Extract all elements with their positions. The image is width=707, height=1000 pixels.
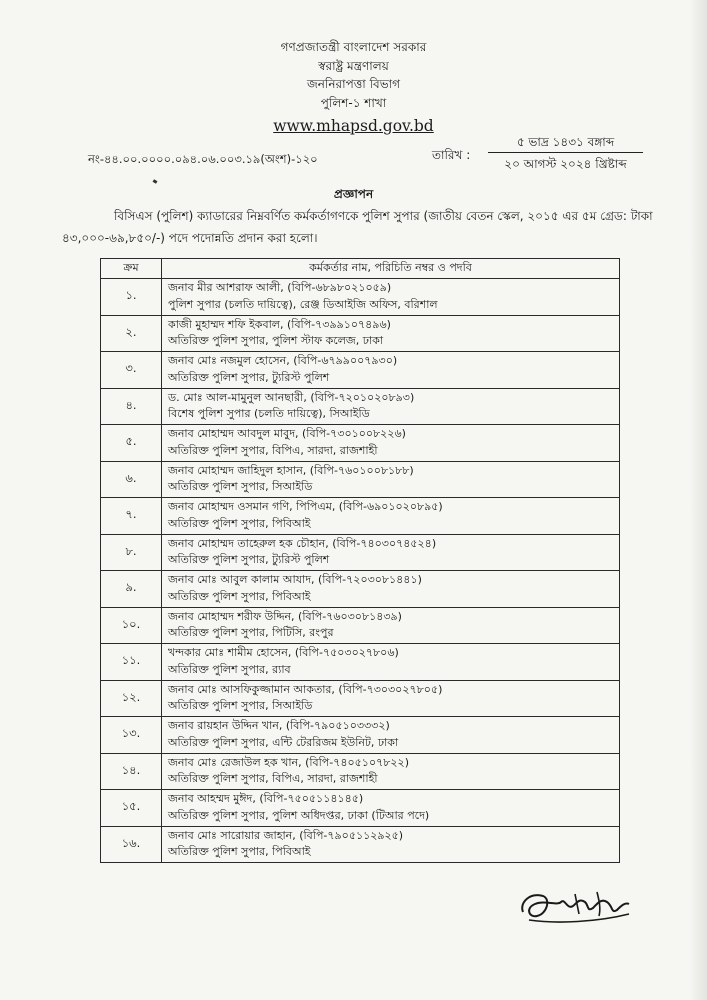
signature-image <box>517 884 633 928</box>
officer-post: অতিরিক্ত পুলিশ সুপার, র‍্যাব <box>168 662 291 676</box>
serial-header: ক্রম <box>101 259 162 279</box>
officer-name: জনাব মোহাম্মদ ওসমান গণি, পিপিএম, (বিপি-৬৯০১০২০৮৯৫) <box>168 500 443 513</box>
officer-info <box>162 753 620 790</box>
officer-post: অতিরিক্ত পুলিশ সুপার, পিটিসি, রংপুর <box>168 626 334 639</box>
notice-body: বিসিএস (পুলিশ) ক্যাডারের নিম্নবর্ণিত কর্মকর্তাগণকে পুলিশ সুপার (জাতীয় বেতন স্কেল, ২০১৫ এর ৫ম গ্রেড: টাকা ৪৩,০০০-৬৯,৮৫০/-) পদে পদোন্নতি প্রদান করা হলো। <box>62 209 653 245</box>
officer-post: অতিরিক্ত পুলিশ সুপার, পুলিশ স্টাফ কলেজ, ঢাকা <box>168 334 384 347</box>
officer-name: জনাব রায়হান উদ্দিন খান, (বিপি-৭৯০৫১০৩৩৩২) <box>168 719 390 732</box>
officer-info <box>162 790 620 827</box>
officer-name: জনাব আহম্মদ মুঈদ, (বিপি-৭৫০৫১১৪১৪৫) <box>168 792 364 805</box>
officer-name: কাজী মুহাম্মদ শফি ইকবাল, (বিপি-৭৩৯৯১০৭৪৯৬) <box>168 317 391 331</box>
section-line: পুলিশ-১ শাখা <box>320 95 387 110</box>
date-bangla: ৫ ভাদ্র ১৪৩১ বঙ্গাব্দ <box>488 134 643 153</box>
officer-info <box>162 571 620 608</box>
officer-info <box>162 644 620 681</box>
table-row <box>101 388 620 425</box>
officer-info <box>162 607 620 644</box>
serial-number: ১২. <box>101 680 162 717</box>
promotion-table <box>100 258 620 863</box>
table-row <box>101 753 620 790</box>
government-line: গণপ্রজাতন্ত্রী বাংলাদেশ সরকার <box>280 40 427 54</box>
officer-post: অতিরিক্ত পুলিশ সুপার, পিবিআই <box>168 845 311 858</box>
division-line: জননিরাপত্তা বিভাগ <box>307 77 400 91</box>
serial-number: ১৬. <box>101 826 162 863</box>
officer-post: অতিরিক্ত পুলিশ সুপার, বিপিএ, সারদা, রাজশাহী <box>168 443 378 457</box>
officer-post: অতিরিক্ত পুলিশ সুপার, ট্যুরিস্ট পুলিশ <box>168 370 330 384</box>
officer-name: জনাব মোঃ রেজাউল হক খান, (বিপি-৭৪০৫১০৭৮২২) <box>168 755 409 769</box>
serial-number: ৯. <box>101 571 162 608</box>
serial-number: ৮. <box>101 534 162 571</box>
officer-name: জনাব মোঃ সারোয়ার জাহান, (বিপি-৭৯০৫১১২৯২৫) <box>168 828 404 842</box>
serial-number: ১. <box>101 279 162 316</box>
serial-number: ২. <box>101 315 162 352</box>
stray-mark <box>153 179 158 184</box>
officer-name: জনাব মোহাম্মদ শরীফ উদ্দিন, (বিপি-৭৬০৩০৮১৪৩৯) <box>168 609 402 623</box>
officer-post: অতিরিক্ত পুলিশ সুপার, পিবিআই <box>168 589 311 603</box>
serial-number: ৭. <box>101 498 162 535</box>
officer-post: অতিরিক্ত পুলিশ সুপার, ট্যুরিস্ট পুলিশ <box>168 553 330 566</box>
table-row <box>101 534 620 571</box>
officer-header: কর্মকর্তার নাম, পরিচিতি নম্বর ও পদবি <box>162 259 620 279</box>
date-english: ২০ আগস্ট ২০২৪ খ্রিষ্টাব্দ <box>504 157 627 171</box>
officer-name: জনাব মোঃ নজমুল হোসেন, (বিপি-৬৭৯৯০০৭৯৩০) <box>168 354 398 367</box>
table-row <box>101 826 620 863</box>
serial-number: ১৩. <box>101 717 162 754</box>
table-row <box>101 680 620 717</box>
officer-info <box>162 352 620 389</box>
officer-post: অতিরিক্ত পুলিশ সুপার, সিআইডি <box>168 480 313 493</box>
table-row <box>101 425 620 462</box>
serial-number: ১৪. <box>101 753 162 790</box>
page-edge-shadow <box>689 0 707 1000</box>
table-row <box>101 717 620 754</box>
table-header-row <box>101 259 620 279</box>
officer-post: বিশেষ পুলিশ সুপার (চলতি দায়িত্বে), সিআইডি <box>168 407 370 420</box>
officer-info <box>162 826 620 863</box>
officer-name: জনাব মোহাম্মদ জাহিদুল হাসান, (বিপি-৭৬০১০০৮১৮৮) <box>168 463 414 477</box>
officer-name: জনাব মোঃ আবুল কালাম আযাদ, (বিপি-৭২০৩০৮১৪৪১) <box>168 573 422 586</box>
table-row <box>101 644 620 681</box>
officer-info <box>162 461 620 498</box>
table-row <box>101 571 620 608</box>
table-row <box>101 790 620 827</box>
table-row <box>101 315 620 352</box>
officer-post: অতিরিক্ত পুলিশ সুপার, বিপিএ, সারদা, রাজশাহী <box>168 772 378 785</box>
officer-post: অতিরিক্ত পুলিশ সুপার, পুলিশ অধিদপ্তর, ঢাকা (টিআর পদে) <box>168 808 430 822</box>
officer-post: পুলিশ সুপার (চলতি দায়িত্বে), রেঞ্জ ডিআইজি অফিস, বরিশাল <box>168 297 438 311</box>
officer-info <box>162 717 620 754</box>
officer-name: জনাব মোহাম্মদ আবদুল মাবুদ, (বিপি-৭৩০১০০৮২২৬) <box>168 427 406 440</box>
ministry-line: স্বরাষ্ট্র মন্ত্রণালয় <box>318 58 389 73</box>
website-link[interactable]: www.mhapsd.gov.bd <box>273 117 434 135</box>
officer-name: জনাব মোহাম্মদ তাহেরুল হক চৌহান, (বিপি-৭৪০৩০৭৪৫২৪) <box>168 536 437 550</box>
date-label: তারিখ : <box>432 148 471 162</box>
officer-info <box>162 680 620 717</box>
notice-title: প্রজ্ঞাপন <box>333 187 374 201</box>
serial-number: ৬. <box>101 461 162 498</box>
officer-post: অতিরিক্ত পুলিশ সুপার, এন্টি টেররিজম ইউনিট, ঢাকা <box>168 735 399 749</box>
officer-name: জনাব মীর আশরাফ আলী, (বিপি-৬৮৯৮০২১০৫৯) <box>168 281 392 294</box>
officer-info <box>162 534 620 571</box>
officer-info <box>162 279 620 316</box>
officer-post: অতিরিক্ত পুলিশ সুপার, পিবিআই <box>168 516 311 530</box>
officer-name: খন্দকার মোঃ শামীম হোসেন, (বিপি-৭৫০৩০২৭৮০৬) <box>168 646 399 659</box>
officer-info <box>162 425 620 462</box>
table-body <box>101 279 620 863</box>
serial-number: ১১. <box>101 644 162 681</box>
letterhead <box>0 38 707 137</box>
serial-number: ১৫. <box>101 790 162 827</box>
serial-number: ৩. <box>101 352 162 389</box>
officer-name: জনাব মোঃ আসফিকুজ্জামান আকতার, (বিপি-৭৩০৩০২৭৮০৫) <box>168 682 443 696</box>
officer-info <box>162 315 620 352</box>
officer-name: ড. মোঃ আল-মামুনুল আনছারী, (বিপি-৭২০১০২০৮৯৩) <box>168 390 415 404</box>
table-row <box>101 461 620 498</box>
officer-info <box>162 388 620 425</box>
table-row <box>101 352 620 389</box>
officer-info <box>162 498 620 535</box>
officer-post: অতিরিক্ত পুলিশ সুপার, সিআইডি <box>168 699 313 712</box>
serial-number: ১০. <box>101 607 162 644</box>
table-row <box>101 607 620 644</box>
table-row <box>101 279 620 316</box>
serial-number: ৪. <box>101 388 162 425</box>
serial-number: ৫. <box>101 425 162 462</box>
memo-number: নং-৪৪.০০.০০০০.০৯৪.০৬.০০৩.১৯(অংশ)-১২০ <box>88 152 318 166</box>
date-block <box>488 134 643 173</box>
table-row <box>101 498 620 535</box>
